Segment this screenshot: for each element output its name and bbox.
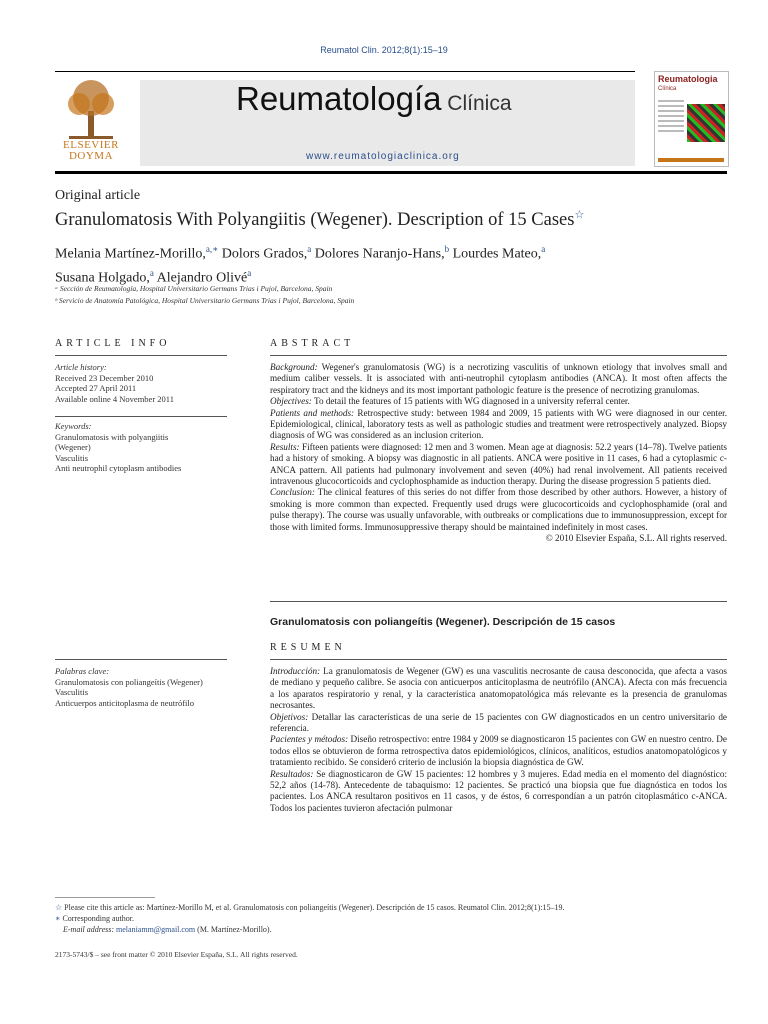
author-affiliation-mark[interactable]: a,∗ — [205, 244, 219, 254]
author-affiliation-mark[interactable]: a — [541, 244, 546, 254]
abstract-paragraph: Objectives: To detail the features of 15 patients with WG diagnosed in a university referral center. — [270, 396, 630, 407]
divider — [270, 601, 727, 602]
affiliation-b: ᵇ Servicio de Anatomía Patológica, Hospital Universitario Germans Trias i Pujol, Barcelona, Spain — [55, 296, 355, 305]
abstract-paragraph: Background: Wegener's granulomatosis (WG) is a necrotizing vasculitis of unknown etiology that involves small and medium caliber vessels. It is associated with anti-neutrophil cytoplasm antibodies (ANCA). It most often affects the respiratory tract and the kidneys and its most important pathologic feature is the presence of necrotizing granulomas. — [270, 362, 727, 395]
spanish-title: Granulomatosis con poliangeítis (Wegener). Descripción de 15 casos — [270, 616, 616, 628]
email-footnote: E-mail address: melaniamm@gmail.com (M. Martínez-Morillo). — [63, 925, 272, 934]
resumen-heading: RESUMEN — [270, 642, 346, 653]
footnotes — [55, 902, 727, 935]
article-info-heading: ARTICLE INFO — [55, 338, 171, 349]
email-link[interactable]: melaniamm@gmail.com — [116, 925, 196, 934]
author-list — [55, 240, 727, 287]
article-title: Granulomatosis With Polyangiitis (Wegener). Description of 15 Cases☆ — [55, 209, 585, 231]
divider — [55, 355, 227, 356]
spanish-keywords: Palabras clave: Granulomatosis con poliangeítis (Wegener) Vasculitis Anticuerpos anticitoplasma de neutrófilo — [55, 666, 203, 708]
divider — [55, 659, 227, 660]
resumen-paragraph: Pacientes y métodos: Diseño retrospectivo: entre 1984 y 2009 se diagnosticaron 15 pacientes con GW en nuestro centro. De todos ellos se obtuvieron de forma retrospectiva datos epidemiológicos, clínicos, analíticos, estudios anatomopatológicos y tratamiento recibido. Se consideró criterio de inclusión la biopsia diagnóstica de GW. — [270, 734, 727, 768]
resumen-paragraph: Objetivos: Detallar las características de una serie de 15 pacientes con GW diagnosticados en un centro universitario de referencia. — [270, 711, 727, 734]
journal-citation[interactable]: Reumatol Clin. 2012;8(1):15–19 — [320, 45, 448, 55]
footnote-rule — [55, 897, 155, 898]
journal-cover-thumbnail: Reumatologia Clínica — [654, 71, 729, 167]
corresponding-footnote: ∗ Corresponding author. — [55, 914, 134, 923]
resumen-paragraph: Resultados: Se diagnosticaron de GW 15 pacientes: 12 hombres y 3 mujeres. Edad media en el momento del diagnóstico: 52,2 años (14-78). Antecedente de tabaquismo: 12 pacientes. Se practicó una biopsia que fue diagnóstica en todos los pacientes. Los ANCA resultaron positivos en 11 casos, y de éstos, 6 correspondían a un patrón citoplasmático c-ANCA. Todos los pacientes tuvieron afectación pulmonar — [270, 768, 727, 813]
resumen-body — [270, 666, 727, 814]
author-name: Dolores Naranjo-Hans, — [311, 246, 445, 262]
citation-footnote: ☆ Please cite this article as: Martínez-Morillo M, et al. Granulomatosis con poliangeítis (Wegener). Descripción de 15 casos. Reumatol Clin. 2012;8(1):15–19. — [55, 903, 565, 912]
author-name: Susana Holgado, — [55, 270, 150, 286]
divider — [270, 355, 727, 356]
journal-url-link[interactable]: www.reumatologiaclinica.org — [306, 151, 460, 162]
abstract-paragraph: Patients and methods: Retrospective study: between 1984 and 2009, 15 patients with WG were diagnosed in our center. Epidemiological, clinical, laboratory tests as well as pathologic studies and treatment were retrospectively analyzed. Biopsy diagnosis of WG was considered as an inclusion criterion. — [270, 407, 728, 441]
author-affiliation-mark[interactable]: a — [149, 267, 154, 278]
author-affiliation-mark[interactable]: a — [307, 244, 312, 254]
author-name: Alejandro Olivé — [153, 270, 248, 286]
abstract-heading: ABSTRACT — [270, 338, 355, 349]
journal-title: Reumatología Clínica — [236, 80, 512, 117]
title-footnote-mark[interactable]: ☆ — [574, 209, 585, 221]
abstract-copyright: © 2010 Elsevier España, S.L. All rights reserved. — [545, 533, 727, 544]
abstract-body — [270, 362, 727, 545]
author-name: Dolors Grados, — [218, 246, 308, 262]
author-name: Melania Martínez-Morillo, — [55, 246, 206, 262]
header-rule — [55, 71, 635, 72]
header-thick-rule — [55, 171, 727, 174]
issn-line: 2173-5743/$ – see front matter © 2010 Elsevier España, S.L. All rights reserved. — [55, 950, 298, 959]
article-history: Article history: Received 23 December 2010 Accepted 27 April 2011 Available online 4 November 2011 — [55, 362, 174, 404]
divider — [270, 659, 727, 660]
abstract-paragraph: Conclusion: The clinical features of this series do not differ from those described by other authors. However, a history of smoking is more common than expected. Frequently used drugs were glucocorticoids and cyclophosphamide (oral and pulse therapy). The course was usually unfavorable, with outbreaks or complications due to immunosuppression, except for those with limited forms. Immunosuppressive therapy should be maintained indefinitely in most cases. — [270, 487, 727, 532]
author-affiliation-mark[interactable]: b — [444, 244, 450, 254]
keywords: Keywords: Granulomatosis with polyangiitis (Wegener) Vasculitis Anti neutrophil cytoplasm antibodies — [55, 421, 182, 473]
divider — [55, 416, 227, 417]
author-affiliation-mark[interactable]: a — [247, 267, 252, 278]
publisher-name: ELSEVIER DOYMA — [63, 139, 119, 162]
resumen-paragraph: Introducción: La granulomatosis de Wegener (GW) es una vasculitis necrosante de causa desconocida, que afecta a vasos de mediano y pequeño calibre. Se asocia con anticuerpos anticitoplasma de neutrófilo (ANCA). Afecta con más frecuencia a los aparatos respiratorio y renal, y la característica anatomopatológica más relevante es la presencia de granulomas necrosantes. — [270, 666, 727, 711]
article-type: Original article — [55, 188, 141, 203]
affiliations — [55, 283, 354, 307]
affiliation-a: ᵃ Sección de Reumatología, Hospital Universitario Germans Trias i Pujol, Barcelona, Spain — [55, 284, 333, 293]
author-name: Lourdes Mateo, — [449, 246, 542, 262]
abstract-paragraph: Results: Fifteen patients were diagnosed: 12 men and 3 women. Mean age at diagnosis: 52.2 years (14–78). Twelve patients had a history of smoking. A biopsy was diagnostic in all patients. ANCA were positive in 11 cases, 6 had a cytoplasmic c-ANCA pattern. All patients had pulmonary involvement and seven (40%) had renal involvement. All patients received intravenous glucocorticoids and cyclophosphamide as induction therapy. During the disease progression 5 patients died. — [270, 441, 727, 487]
